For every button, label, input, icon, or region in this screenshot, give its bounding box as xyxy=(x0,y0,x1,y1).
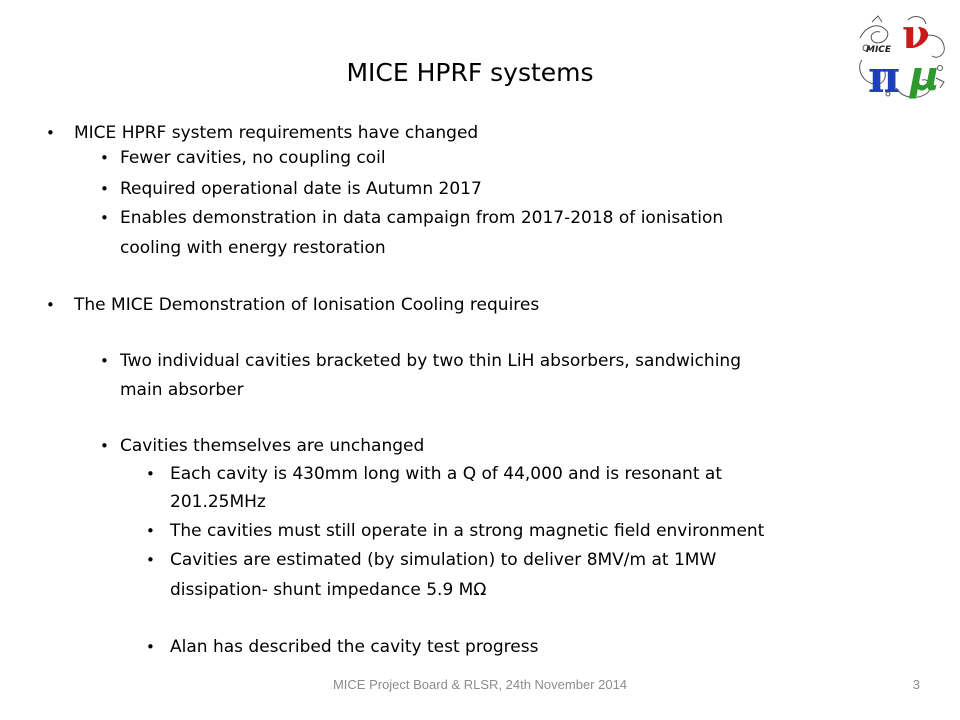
bullet-two-cavities-line2: main absorber xyxy=(120,380,244,400)
bullet-marker: • xyxy=(100,437,109,455)
bullet-test-progress: Alan has described the cavity test progress xyxy=(170,637,539,657)
bullet-marker: • xyxy=(46,296,55,314)
bullet-simulation-line2: dissipation- shunt impedance 5.9 MΩ xyxy=(170,580,487,600)
bullet-cavity-length-line1: Each cavity is 430mm long with a Q of 44,000 and is resonant at xyxy=(170,464,722,484)
bullet-marker: • xyxy=(146,638,155,656)
bullet-magnetic-field: The cavities must still operate in a strong magnetic field environment xyxy=(170,521,765,541)
bullet-operational-date: Required operational date is Autumn 2017 xyxy=(120,179,482,199)
logo-mice-label: MICE xyxy=(866,45,892,55)
bullet-fewer-cavities: Fewer cavities, no coupling coil xyxy=(120,148,386,168)
slide-footer: MICE Project Board & RLSR, 24th November 2014 xyxy=(332,677,628,692)
bullet-marker: • xyxy=(46,124,55,142)
bullet-hprf-requirements: MICE HPRF system requirements have changed xyxy=(74,123,479,143)
bullet-marker: • xyxy=(100,209,109,227)
bullet-marker: • xyxy=(100,352,109,370)
bullet-cavity-length-line2: 201.25MHz xyxy=(170,492,266,512)
bullet-marker: • xyxy=(100,180,109,198)
bullet-demonstration-requires: The MICE Demonstration of Ionisation Cooling requires xyxy=(74,295,540,315)
bullet-two-cavities-line1: Two individual cavities bracketed by two thin LiH absorbers, sandwiching xyxy=(120,351,741,371)
bullet-simulation-line1: Cavities are estimated (by simulation) to deliver 8MV/m at 1MW xyxy=(170,550,717,570)
bullet-demonstration-line2: cooling with energy restoration xyxy=(120,238,386,258)
bullet-cavities-unchanged: Cavities themselves are unchanged xyxy=(120,436,425,456)
bullet-marker: • xyxy=(146,465,155,483)
slide-title: MICE HPRF systems xyxy=(346,58,594,87)
page-number: 3 xyxy=(912,677,920,692)
bullet-marker: • xyxy=(146,522,155,540)
bullet-marker: • xyxy=(146,551,155,569)
bullet-marker: • xyxy=(100,149,109,167)
logo-nu-symbol: ν xyxy=(902,11,930,58)
logo-pi-symbol: π xyxy=(868,52,901,103)
logo-mu-symbol: μ xyxy=(910,54,940,100)
bullet-demonstration-line1: Enables demonstration in data campaign from 2017-2018 of ionisation xyxy=(120,208,724,228)
